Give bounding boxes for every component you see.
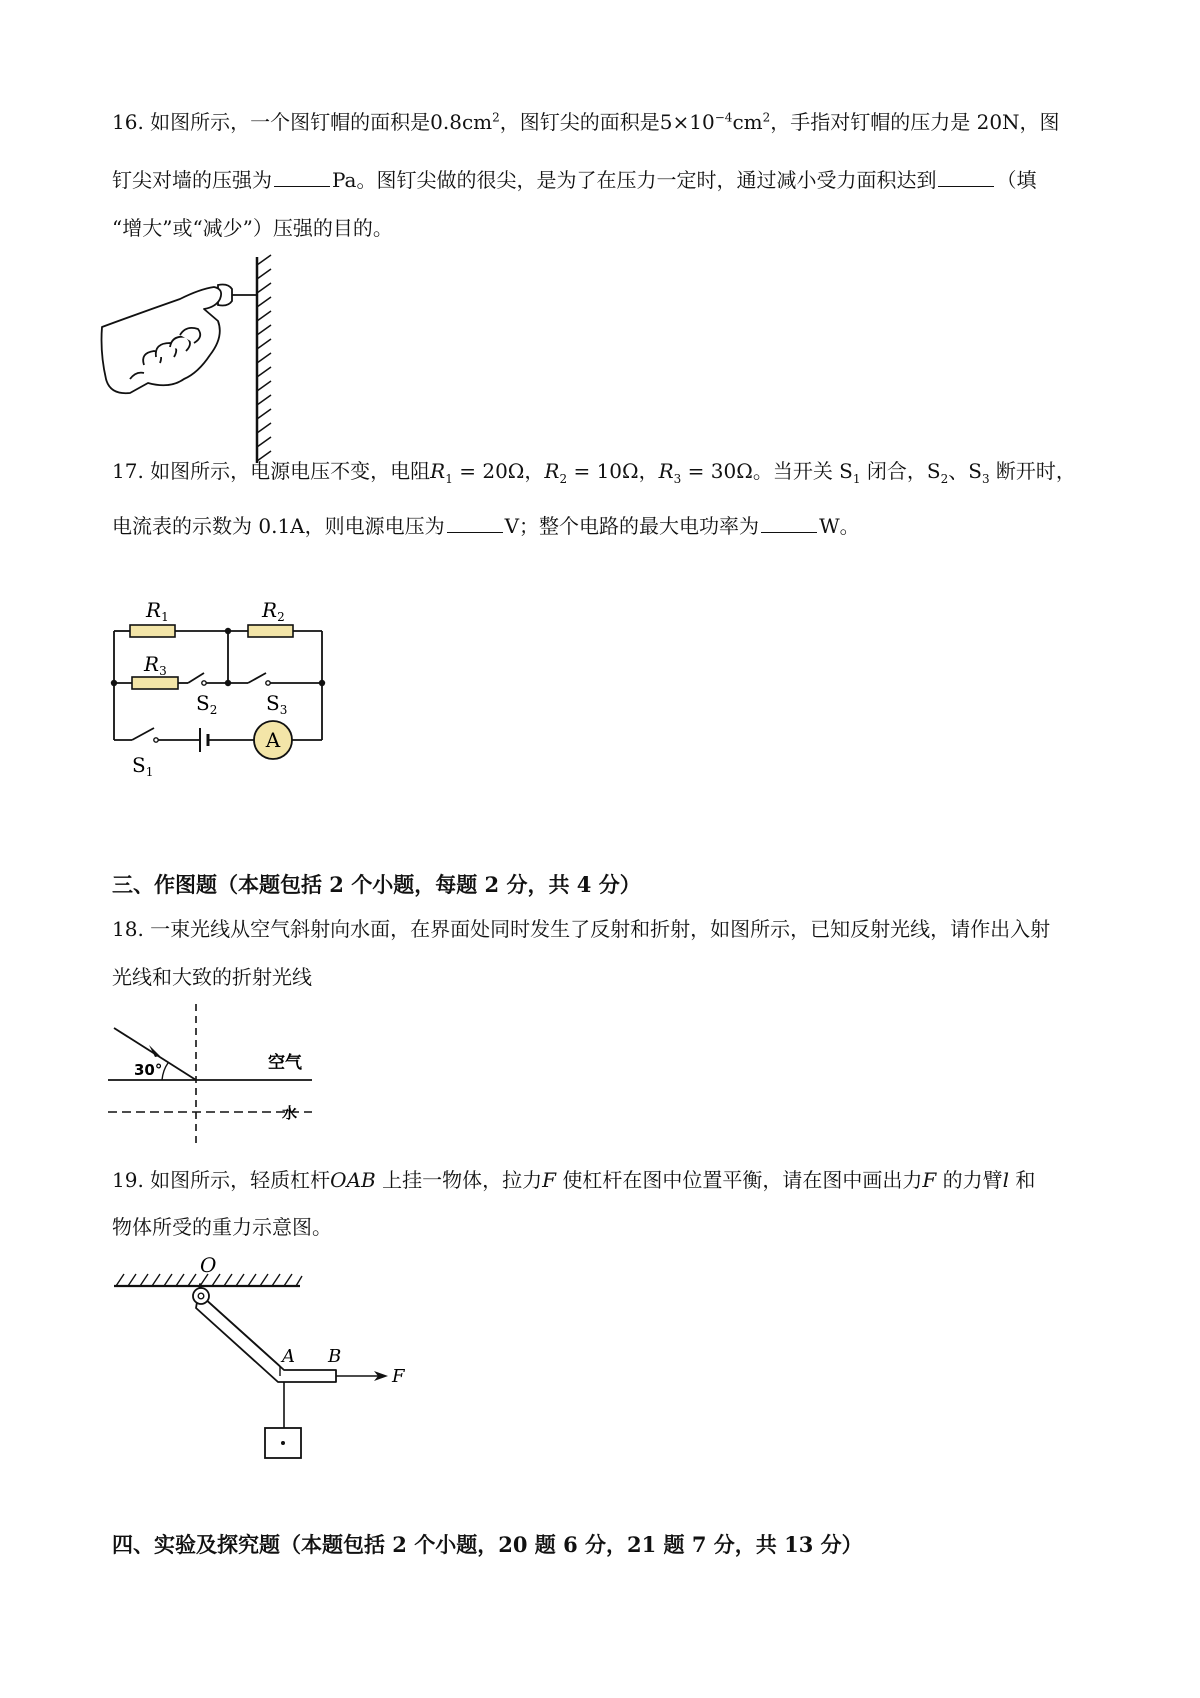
q16-line-2: 钉尖对墙的压强为 Pa。图钉尖做的很尖，是为了在压力一定时，通过减小受力面积达到 （填	[112, 168, 1037, 192]
label-r1: $R_1$	[146, 598, 169, 624]
switch-s1-blade	[132, 728, 154, 740]
r1-eq: $R_1 = 20\Omega$	[430, 459, 525, 486]
answer-blank[interactable]	[447, 514, 503, 533]
switch-s3-blade	[248, 673, 266, 683]
air-label: 空气	[268, 1053, 302, 1073]
r2-eq: $R_2 = 10\Omega$	[544, 459, 639, 486]
label-s3: $S_3$	[266, 691, 288, 717]
tip-area: $5\times 10^{-4}cm^2$	[659, 110, 771, 134]
water-label: 水	[282, 1104, 298, 1122]
label-f: F	[392, 1366, 405, 1387]
q19-line-1: 19. 如图所示，轻质杠杆OAB 上挂一物体，拉力F 使杠杆在图中位置平衡，请在图中画出力F 的力臂l 和	[112, 1168, 1036, 1192]
q18-line-1: 18. 一束光线从空气斜射向水面，在界面处同时发生了反射和折射，如图所示，已知反射光线，请作出入射	[112, 917, 1051, 941]
thumbtack-figure	[100, 255, 280, 465]
wall-hatching	[257, 255, 271, 461]
label-s2: $S_2$	[196, 691, 218, 717]
angle-label: 30°	[134, 1061, 163, 1079]
section-4-title: 四、实验及探究题（本题包括 2 个小题，20 题 6 分，21 题 7 分，共 13 分）	[112, 1532, 863, 1557]
cap-area: $0.8cm^2$	[430, 110, 500, 134]
lever-figure	[100, 1253, 430, 1458]
resistor-r1	[130, 625, 175, 637]
label-r3: $R_3$	[144, 652, 167, 678]
label-r2: $R_2$	[262, 598, 285, 624]
label-b: B	[328, 1346, 342, 1367]
q16-line-3: “增大”或“减少”）压强的目的。	[112, 216, 393, 240]
r3-eq: $R_3 = 30\Omega$	[658, 459, 753, 486]
label-a: A	[282, 1346, 295, 1367]
q17-line-1: 17. 如图所示，电源电压不变，电阻$R_1 = 20\Omega$，$R_2 = 10\Omega$，$R_3 = 30\Omega$。当开关 $S_1$ 闭合，$S_2$、$S_3$ 断开时，	[112, 459, 1076, 486]
light-reflection-figure	[100, 1000, 315, 1148]
q19-line-2: 物体所受的重力示意图。	[112, 1215, 332, 1239]
q16-line-1: 16. 如图所示，一个图钉帽的面积是$0.8cm^2$，图钉尖的面积是$5\times 10^{-4}cm^2$，手指对钉帽的压力是 20N，图	[112, 110, 1060, 134]
q18-line-2: 光线和大致的折射光线	[112, 965, 312, 989]
resistor-r2	[248, 625, 293, 637]
answer-blank[interactable]	[761, 514, 817, 533]
q17-line-2: 电流表的示数为 0.1A，则电源电压为 V；整个电路的最大电功率为 W。	[112, 514, 860, 538]
ammeter-label: A	[265, 728, 281, 752]
answer-blank[interactable]	[274, 168, 330, 187]
answer-blank[interactable]	[938, 168, 994, 187]
circuit-diagram	[100, 585, 340, 785]
section-3-title: 三、作图题（本题包括 2 个小题，每题 2 分，共 4 分）	[112, 872, 641, 897]
hand	[102, 287, 222, 393]
label-o: O	[200, 1253, 217, 1277]
battery	[200, 728, 208, 752]
thumbtack	[218, 285, 257, 306]
lever-bar	[196, 1284, 336, 1382]
resistor-r3	[132, 677, 178, 689]
label-s1: $S_1$	[132, 753, 154, 779]
angle-arc	[162, 1063, 168, 1080]
